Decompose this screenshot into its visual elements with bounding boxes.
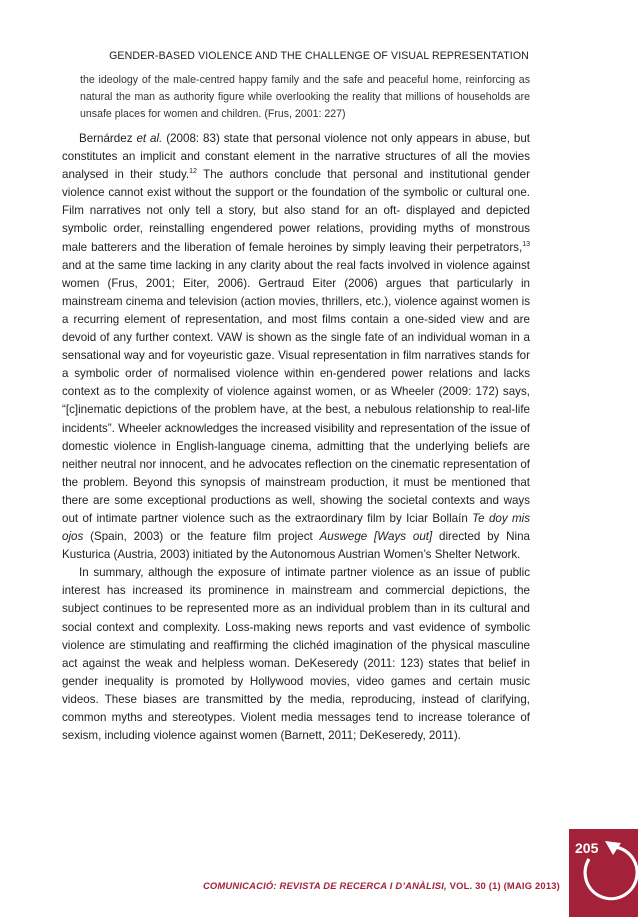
film-title: Auswege [Ways out]	[319, 530, 433, 544]
text-span: The authors conclude that personal and institutional gender violence cannot exist without the support or the foundation of the symbolic or cultural one. Film narratives not only tell a story, but also stand for an oft- displayed and depicted symbolic order, reinstalling engendered power relations, providing myths of monstrous male batterers and the liberation of female heroines by simply leaving their perpetrators,	[62, 168, 530, 254]
journal-name: COMUNICACIÓ: REVISTA DE RECERCA I D’ANÀLISI,	[202, 880, 447, 891]
page-number: 205	[575, 840, 599, 856]
text-span: (2008: 83) state that personal violence not only appears in abuse, but constitutes an implicit and constant element in the narrative structures of all the movies analysed in their study.	[62, 132, 530, 182]
paragraph-2: In summary, although the exposure of intimate partner violence as an issue of public interest has increased its prominence in mainstream and commercial depictions, the subject continues to be represented more as an individual problem than in its cultural and social context and complexity. Loss-making news reports and vast evidence of symbolic violence are stimulating and reaffirming the clichéd imagination of the physical masculine act against the weak and helpless woman. DeKeseredy (2011: 123) states that belief in gender inequality is promoted by Hollywood movies, video games and certain music videos. These biases are transmitted by the media, reproducing, instead of clarifying, common myths and stereotypes. Violent media messages tend to increase tolerance of sexism, including violence against women (Barnett, 2011; DeKeseredy, 2011).	[62, 566, 530, 743]
text-span: directed by Nina Kusturica (Austria, 2003) initiated by the Autonomous Austrian Women’s Shelter Network.	[62, 530, 530, 562]
italic-text: et al.	[136, 132, 163, 145]
text-span: Bernárdez	[79, 132, 137, 145]
running-header: GENDER-BASED VIOLENCE AND THE CHALLENGE OF VISUAL REPRESENTATION	[109, 50, 529, 62]
paragraph-1	[62, 130, 530, 564]
text-span: and at the same time lacking in any clarity about the real facts involved in violence against women (Frus, 2001; Eiter, 2006). Gertraud Eiter (2006) argues that particularly in mainstream cinema and television (action movies, thrillers, etc.), violence against women is a recurring element of representation, and most films contain a one-sided view and are devoid of any further context. VAW is shown as the single fate of an individual woman in a sensational way and for voyeuristic gaze. Visual representation in film narratives stands for a symbolic order of normalised violence within en-gendered power relations and lacks context as to the complexity of violence against women, or as Wheeler (2009: 172) says, “[c]inematic depictions of the problem have, at the best, a nebulous relationship to real-life incidents”. Wheeler acknowledges the increased visibility and representation of the issue of domestic violence in English-language cinema, admitting that the underlying beliefs are neither neutral nor innocent, and he advocates reflection on the cinematic representation of the problem. Beyond this synopsis of mainstream production, it must be mentioned that there are some exceptional productions as well, showing the societal contexts and ways out of intimate partner violence such as the extraordinary film by Iciar Bollaín	[62, 258, 530, 525]
body-text	[62, 130, 530, 745]
journal-issue: VOL. 30 (1) (MAIG 2013)	[446, 880, 560, 891]
footnote-ref-12: 12	[189, 168, 197, 176]
text-span: (Spain, 2003) or the feature film project	[83, 530, 320, 544]
film-title: Te doy mis ojos	[62, 511, 530, 544]
journal-footer	[200, 880, 560, 891]
block-quote: the ideology of the male-centred happy family and the safe and peaceful home, reinforcing as natural the man as authority figure while overlooking the reality that millions of households are unsafe places for women and children. (Frus, 2001: 227)	[80, 74, 530, 120]
footnote-ref-13: 13	[522, 240, 530, 248]
